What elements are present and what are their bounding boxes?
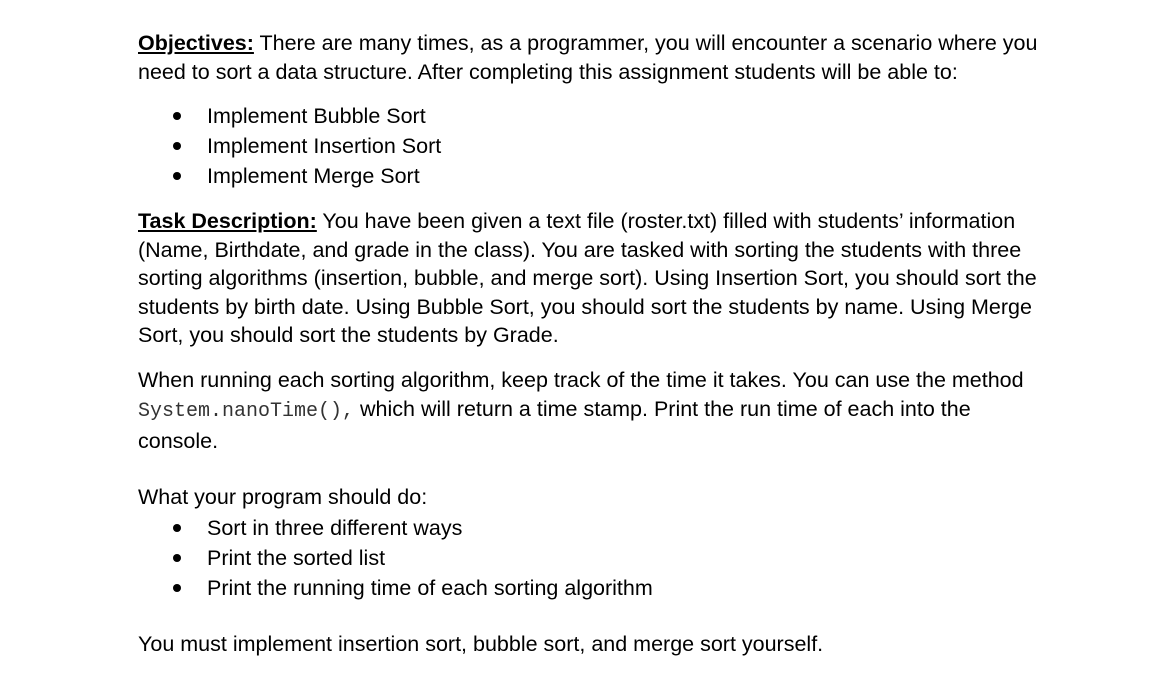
nanotime-code: System.nanoTime(), — [138, 400, 355, 423]
program-requirements-item: Print the running time of each sorting algorithm — [138, 573, 1038, 603]
objectives-list-item: Implement Bubble Sort — [138, 101, 1038, 131]
running-time-text-before: When running each sorting algorithm, keep track of the time it takes. You can use the method — [138, 367, 1024, 392]
objectives-list-item: Implement Merge Sort — [138, 161, 1038, 191]
running-time-paragraph — [138, 366, 1038, 457]
closing-statement: You must implement insertion sort, bubble sort, and merge sort yourself. — [138, 631, 824, 656]
running-time-text-after: which will return a time stamp. Print the run time of each into the console. — [138, 397, 971, 453]
objectives-list — [138, 101, 1038, 191]
program-requirements-item: Sort in three different ways — [138, 513, 1038, 543]
objectives-list-item: Implement Insertion Sort — [138, 131, 1038, 161]
task-description-label: Task Description: — [138, 209, 317, 233]
program-requirements-item: Print the sorted list — [138, 543, 1038, 573]
objectives-text: There are many times, as a programmer, you will encounter a scenario where you need to sort a data structure. After completing this assignment students will be able to: — [138, 31, 1038, 84]
task-description-paragraph — [138, 207, 1038, 350]
objectives-label: Objectives: — [138, 31, 254, 55]
program-requirements-heading: What your program should do: — [138, 485, 428, 509]
objectives-paragraph — [138, 29, 1038, 86]
program-requirements-list — [138, 513, 1038, 603]
document-page — [138, 29, 1038, 658]
task-description-text: You have been given a text file (roster.txt) filled with students’ information (Name, Birthdate, and grade in the class). You are tasked with sorting the students with three sorting algorithms (insertion, bubble, and merge sort). Using Insertion Sort, you should sort the students by birth date. Using Bubble Sort, you should sort the students by name. Using Merge Sort, you should sort the students by Grade. — [138, 209, 1037, 347]
